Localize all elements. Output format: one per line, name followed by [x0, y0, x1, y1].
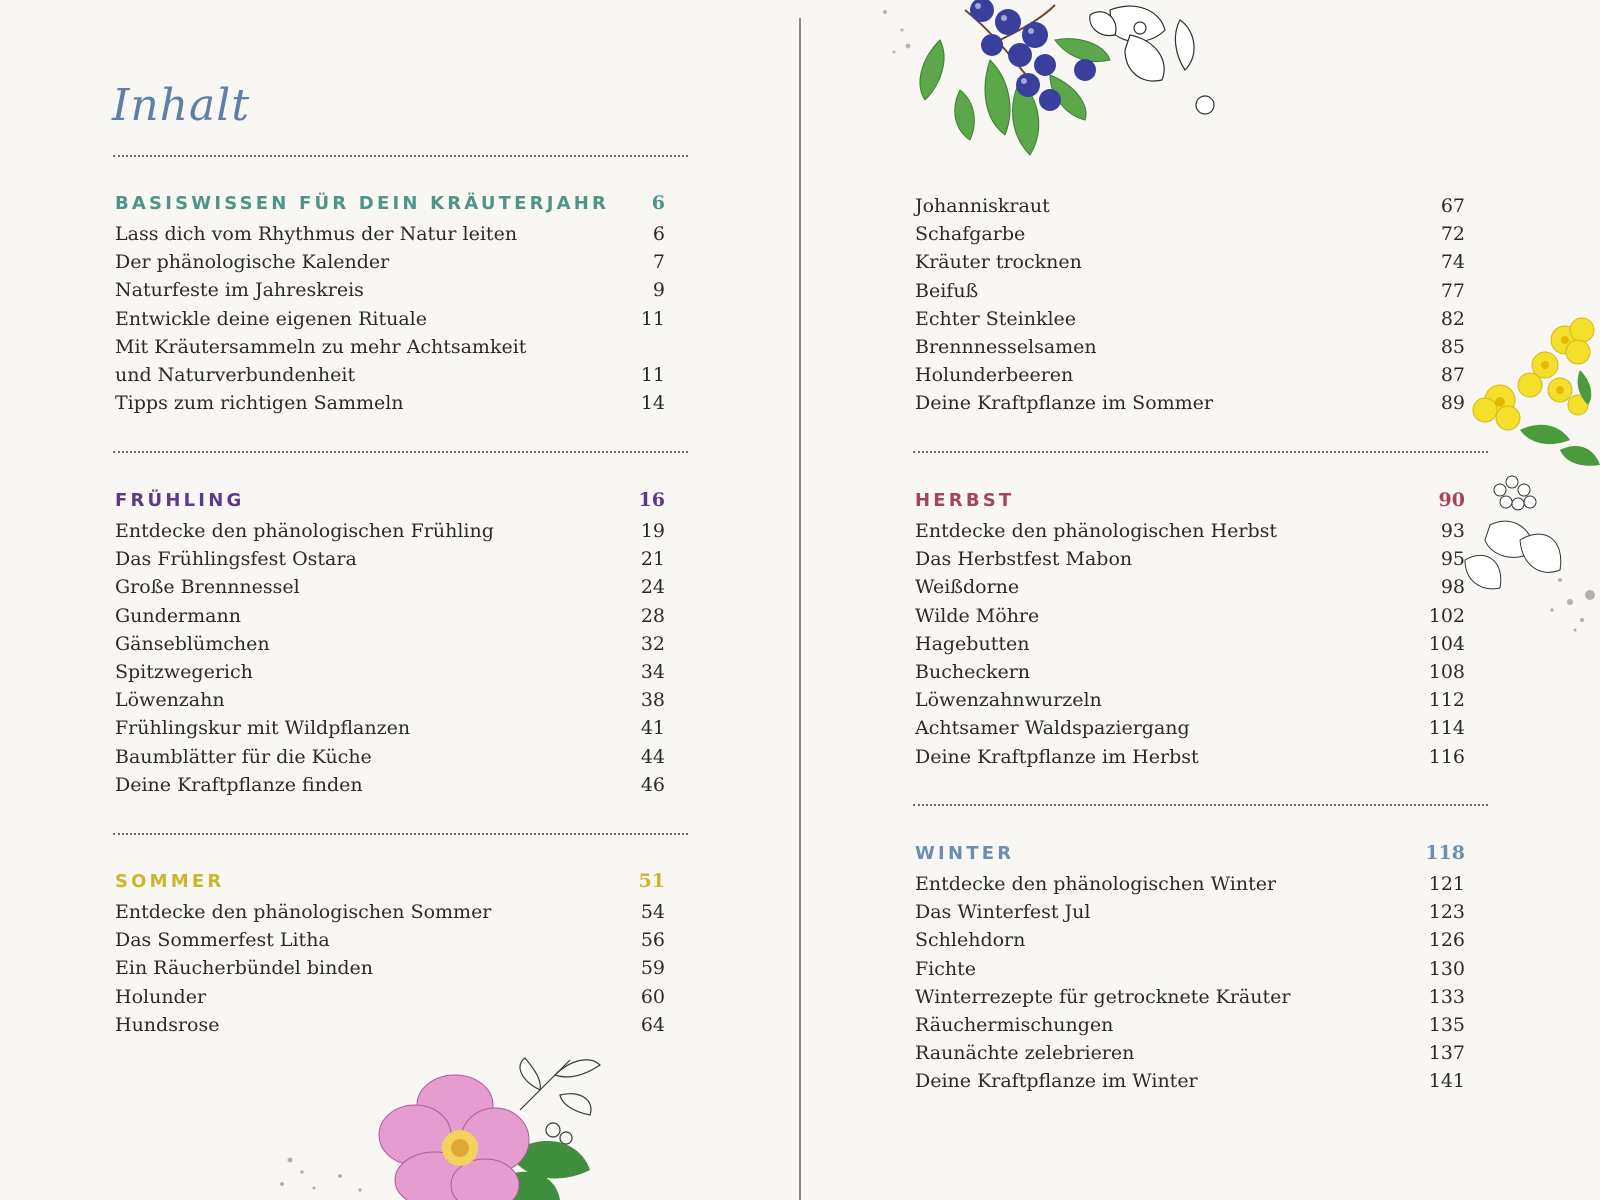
toc-entry-page: 102	[1428, 604, 1465, 627]
toc-entry-label: Johanniskraut	[915, 195, 1050, 217]
section-title: HERBST	[915, 490, 1015, 511]
toc-entry-page: 54	[640, 901, 665, 923]
toc-entry-page: 89	[1440, 392, 1465, 415]
toc-entry-label: Echter Steinklee	[915, 307, 1077, 330]
toc-entry-page: 116	[1428, 745, 1465, 768]
toc-entry-label: Räuchermischungen	[915, 1013, 1114, 1036]
toc-entry-label: Naturfeste im Jahreskreis	[115, 279, 364, 302]
toc-entry[interactable]	[915, 955, 1465, 983]
toc-entry-page: 21	[640, 548, 665, 571]
toc-entry[interactable]	[915, 898, 1465, 926]
toc-entry-page: 104	[1428, 632, 1465, 655]
toc-entry[interactable]	[115, 220, 665, 248]
divider	[913, 451, 1488, 453]
section-basiswissen	[115, 192, 665, 417]
toc-entry[interactable]	[115, 573, 665, 601]
blackthorn-illustration	[880, 0, 1200, 165]
toc-entry[interactable]	[115, 954, 665, 982]
section-title: SOMMER	[115, 871, 225, 892]
toc-entry-label: Raunächte zelebrieren	[915, 1042, 1135, 1065]
toc-entry-label: Der phänologische Kalender	[115, 251, 390, 274]
section-heading[interactable]	[915, 842, 1465, 870]
section-heading[interactable]	[115, 870, 665, 898]
toc-entry-page: 114	[1428, 717, 1465, 740]
toc-entry-label: und Naturverbundenheit	[115, 363, 356, 386]
toc-entry-label: Gundermann	[115, 604, 241, 627]
toc-entry[interactable]	[915, 361, 1465, 389]
toc-entry-page: 59	[640, 957, 665, 980]
section-page: 90	[1438, 489, 1465, 511]
toc-entry[interactable]	[115, 248, 665, 276]
entry-list	[915, 870, 1465, 1096]
section-heading[interactable]	[915, 489, 1465, 517]
toc-entry-label: Lass dich vom Rhythmus der Natur leiten	[115, 223, 518, 245]
toc-entry[interactable]	[915, 983, 1465, 1011]
toc-entry[interactable]	[915, 1067, 1465, 1095]
section-page: 51	[638, 870, 665, 892]
toc-entry-page: 28	[640, 604, 665, 627]
toc-entry-label: Gänseblümchen	[115, 632, 270, 655]
st-johns-wort-illustration	[1460, 310, 1600, 650]
toc-entry[interactable]	[115, 898, 665, 926]
toc-entry-page: 130	[1428, 957, 1465, 980]
toc-entry-page: 87	[1440, 364, 1465, 387]
entry-list	[915, 192, 1465, 418]
entry-list	[115, 220, 665, 417]
section-winter	[915, 842, 1465, 1096]
toc-entry[interactable]	[915, 192, 1465, 220]
entry-list	[915, 517, 1465, 771]
toc-entry-label: Das Winterfest Jul	[915, 901, 1091, 924]
divider	[913, 804, 1488, 806]
toc-entry-page: 38	[640, 689, 665, 712]
toc-entry-page: 126	[1428, 929, 1465, 952]
toc-entry[interactable]	[915, 333, 1465, 361]
toc-entry[interactable]	[115, 714, 665, 742]
toc-entry-label: Deine Kraftpflanze im Winter	[915, 1070, 1198, 1093]
toc-entry-label: Weißdorne	[915, 576, 1020, 599]
toc-entry-label: Große Brennnessel	[115, 576, 300, 599]
toc-entry-page: 11	[640, 363, 665, 386]
toc-entry-page: 133	[1428, 985, 1465, 1008]
toc-entry[interactable]	[915, 743, 1465, 771]
section-title: WINTER	[915, 843, 1015, 864]
toc-entry[interactable]	[115, 517, 665, 545]
section-title: FRÜHLING	[115, 490, 245, 511]
section-title: BASISWISSEN FÜR DEIN KRÄUTERJAHR	[115, 193, 610, 214]
entry-list	[115, 898, 665, 1039]
toc-entry[interactable]	[115, 771, 665, 799]
divider	[113, 833, 688, 835]
toc-entry-page: 72	[1440, 223, 1465, 246]
right-page	[800, 0, 1600, 1200]
toc-entry-page: 108	[1428, 660, 1465, 683]
toc-entry[interactable]	[115, 686, 665, 714]
section-herbst	[915, 489, 1465, 771]
toc-entry[interactable]	[115, 305, 665, 333]
wild-rose-illustration	[270, 1060, 630, 1200]
page-title: Inhalt	[112, 80, 251, 131]
toc-entry-label: Bucheckern	[915, 660, 1031, 683]
section-sommer	[115, 870, 665, 1039]
toc-entry-page: 141	[1428, 1070, 1465, 1093]
toc-entry-label: Holunderbeeren	[915, 364, 1074, 387]
toc-entry-page: 93	[1440, 520, 1465, 542]
toc-entry-page: 34	[640, 660, 665, 683]
section-page: 16	[638, 489, 665, 511]
section-page: 118	[1425, 842, 1465, 864]
toc-entry-label: Deine Kraftpflanze im Sommer	[915, 392, 1213, 415]
toc-entry-page: 32	[640, 632, 665, 655]
toc-entry-label: Das Frühlingsfest Ostara	[115, 548, 357, 571]
toc-entry-label: Entdecke den phänologischen Herbst	[915, 520, 1278, 542]
toc-entry[interactable]	[915, 658, 1465, 686]
toc-entry-label: Spitzwegerich	[115, 660, 253, 683]
toc-entry-page: 137	[1428, 1042, 1465, 1065]
toc-entry-label: Hagebutten	[915, 632, 1030, 655]
toc-entry[interactable]	[915, 714, 1465, 742]
toc-entry-page: 41	[640, 717, 665, 740]
toc-entry-page: 67	[1440, 195, 1465, 217]
section-heading[interactable]	[115, 192, 665, 220]
toc-entry-label: Ein Räucherbündel binden	[115, 957, 374, 980]
toc-entry-page: 74	[1440, 251, 1465, 274]
toc-entry-label: Holunder	[115, 985, 207, 1008]
toc-entry-label: Deine Kraftpflanze im Herbst	[915, 745, 1199, 768]
toc-entry-label: Achtsamer Waldspaziergang	[915, 717, 1190, 740]
toc-entry-page: 6	[652, 223, 665, 245]
toc-entry[interactable]	[915, 517, 1465, 545]
toc-entry[interactable]	[115, 276, 665, 304]
toc-entry-label: Löwenzahn	[115, 689, 225, 712]
toc-entry-label: Brennnesselsamen	[915, 335, 1097, 358]
toc-entry-page: 95	[1440, 548, 1465, 571]
toc-entry[interactable]	[915, 686, 1465, 714]
toc-entry-page: 82	[1440, 307, 1465, 330]
toc-entry[interactable]	[915, 305, 1465, 333]
toc-entry[interactable]	[915, 573, 1465, 601]
toc-entry-page: 9	[652, 279, 665, 302]
toc-entry-label: Winterrezepte für getrocknete Kräuter	[915, 985, 1291, 1008]
toc-entry[interactable]	[915, 220, 1465, 248]
toc-entry[interactable]	[915, 1011, 1465, 1039]
toc-entry-label: Entdecke den phänologischen Sommer	[115, 901, 492, 923]
toc-entry-page: 60	[640, 985, 665, 1008]
toc-entry[interactable]	[115, 389, 665, 417]
toc-entry-label: Kräuter trocknen	[915, 251, 1082, 274]
toc-entry-label: Wilde Möhre	[915, 604, 1040, 627]
toc-entry-label: Das Sommerfest Litha	[115, 929, 330, 952]
toc-entry-page: 64	[640, 1013, 665, 1036]
toc-entry-page: 7	[652, 251, 665, 274]
toc-entry-label: Hundsrose	[115, 1013, 220, 1036]
toc-entry-page: 85	[1440, 335, 1465, 358]
toc-entry-page: 112	[1428, 689, 1465, 712]
toc-entry-page: 24	[640, 576, 665, 599]
toc-entry-label: Tipps zum richtigen Sammeln	[115, 392, 404, 415]
toc-entry-label: Entdecke den phänologischen Frühling	[115, 520, 494, 542]
toc-entry-label: Mit Kräutersammeln zu mehr Achtsamkeit	[115, 335, 527, 358]
toc-entry-page: 135	[1428, 1013, 1465, 1036]
divider	[113, 451, 688, 453]
toc-entry-page: 19	[640, 520, 665, 542]
toc-entry-label: Das Herbstfest Mabon	[915, 548, 1133, 571]
toc-entry-label: Schafgarbe	[915, 223, 1026, 246]
toc-entry[interactable]	[915, 545, 1465, 573]
section-fruehling	[115, 489, 665, 799]
toc-entry-label: Beifuß	[915, 279, 979, 302]
toc-entry-page: 44	[640, 745, 665, 768]
toc-entry-label: Fichte	[915, 957, 977, 980]
toc-entry[interactable]	[115, 1011, 665, 1039]
toc-entry-label: Entdecke den phänologischen Winter	[915, 873, 1277, 895]
toc-entry-label: Schlehdorn	[915, 929, 1026, 952]
toc-entry[interactable]	[115, 983, 665, 1011]
toc-entry-page: 14	[640, 392, 665, 415]
toc-entry-label: Entwickle deine eigenen Rituale	[115, 307, 427, 330]
section-heading[interactable]	[115, 489, 665, 517]
divider	[113, 155, 688, 157]
toc-entry-page: 46	[640, 773, 665, 796]
toc-entry-page: 56	[640, 929, 665, 952]
toc-entry-page: 98	[1440, 576, 1465, 599]
toc-entry[interactable]	[915, 630, 1465, 658]
toc-entry[interactable]	[915, 870, 1465, 898]
toc-entry-label: Löwenzahnwurzeln	[915, 689, 1102, 712]
toc-entry-label: Frühlingskur mit Wildpflanzen	[115, 717, 411, 740]
toc-entry[interactable]	[915, 248, 1465, 276]
toc-entry[interactable]	[115, 926, 665, 954]
toc-entry[interactable]	[115, 602, 665, 630]
toc-entry-page: 123	[1428, 901, 1465, 924]
toc-entry[interactable]	[115, 630, 665, 658]
toc-entry-label: Baumblätter für die Küche	[115, 745, 372, 768]
toc-entry-page: 121	[1428, 873, 1465, 895]
toc-entry-page: 11	[640, 307, 665, 330]
toc-entry-page: 77	[1440, 279, 1465, 302]
entry-list	[115, 517, 665, 799]
toc-entry[interactable]	[115, 658, 665, 686]
toc-entry[interactable]	[915, 602, 1465, 630]
toc-entry[interactable]	[915, 277, 1465, 305]
toc-entry-label: Deine Kraftpflanze finden	[115, 773, 363, 796]
toc-entry[interactable]	[115, 545, 665, 573]
toc-entry[interactable]	[915, 389, 1465, 417]
toc-entry[interactable]	[115, 743, 665, 771]
toc-entry[interactable]	[915, 926, 1465, 954]
toc-entry[interactable]	[115, 333, 665, 361]
toc-entry[interactable]	[915, 1039, 1465, 1067]
section-page: 6	[651, 192, 665, 214]
section-sommer-continued	[915, 192, 1465, 418]
toc-entry[interactable]	[115, 361, 665, 389]
